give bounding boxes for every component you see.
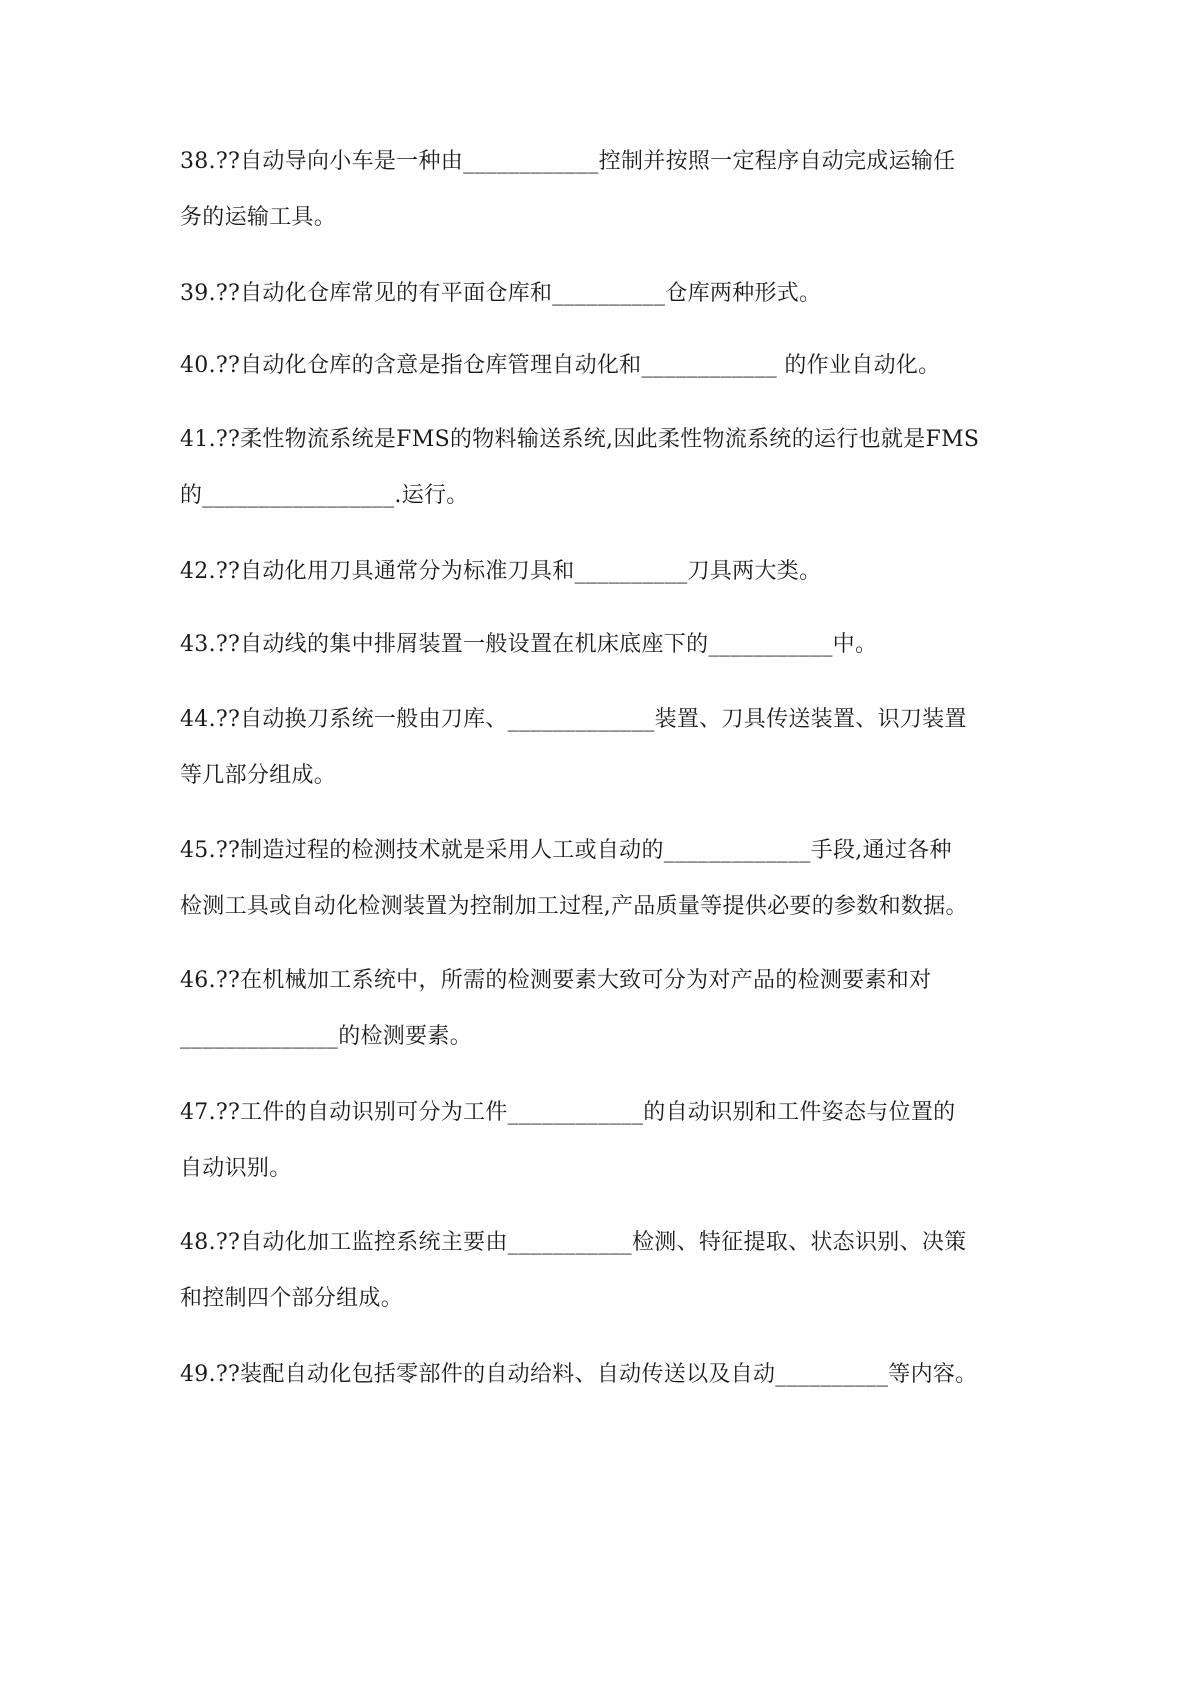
- question-46-line-2: ______________的检测要素。: [180, 1024, 473, 1049]
- question-49-line-1: 49.??装配自动化包括零部件的自动给料、自动传送以及自动__________等内容。: [180, 1362, 978, 1387]
- question-47-line-1: 47.??工件的自动识别可分为工件____________的自动识别和工件姿态与位置的: [180, 1100, 956, 1125]
- question-45-line-2: 检测工具或自动化检测装置为控制加工过程,产品质量等提供必要的参数和数据。: [180, 894, 968, 919]
- question-47-line-2: 自动识别。: [180, 1156, 292, 1181]
- question-41-line-1: 41.??柔性物流系统是FMS的物料输送系统,因此柔性物流系统的运行也就是FMS: [180, 427, 980, 452]
- question-42-line-1: 42.??自动化用刀具通常分为标准刀具和__________刀具两大类。: [180, 559, 822, 584]
- question-44-line-2: 等几部分组成。: [180, 763, 337, 788]
- question-46-line-1: 46.??在机械加工系统中，所需的检测要素大致可分为对产品的检测要素和对: [180, 968, 932, 993]
- question-39-line-1: 39.??自动化仓库常见的有平面仓库和__________仓库两种形式。: [180, 281, 822, 306]
- question-45-line-1: 45.??制造过程的检测技术就是采用人工或自动的_____________手段,通过各种: [180, 838, 952, 863]
- question-48-line-2: 和控制四个部分组成。: [180, 1286, 404, 1311]
- question-40-line-1: 40.??自动化仓库的含意是指仓库管理自动化和____________ 的作业自动化。: [180, 353, 941, 378]
- question-44-line-1: 44.??自动换刀系统一般由刀库、_____________装置、刀具传送装置、识刀装置: [180, 707, 967, 732]
- question-38-line-2: 务的运输工具。: [180, 205, 337, 230]
- question-43-line-1: 43.??自动线的集中排屑装置一般设置在机床底座下的___________中。: [180, 632, 878, 657]
- question-38-line-1: 38.??自动导向小车是一种由____________控制并按照一定程序自动完成运输任: [180, 149, 956, 174]
- question-48-line-1: 48.??自动化加工监控系统主要由___________检测、特征提取、状态识别、决策: [180, 1230, 967, 1255]
- question-41-line-2: 的_________________.运行。: [180, 483, 469, 508]
